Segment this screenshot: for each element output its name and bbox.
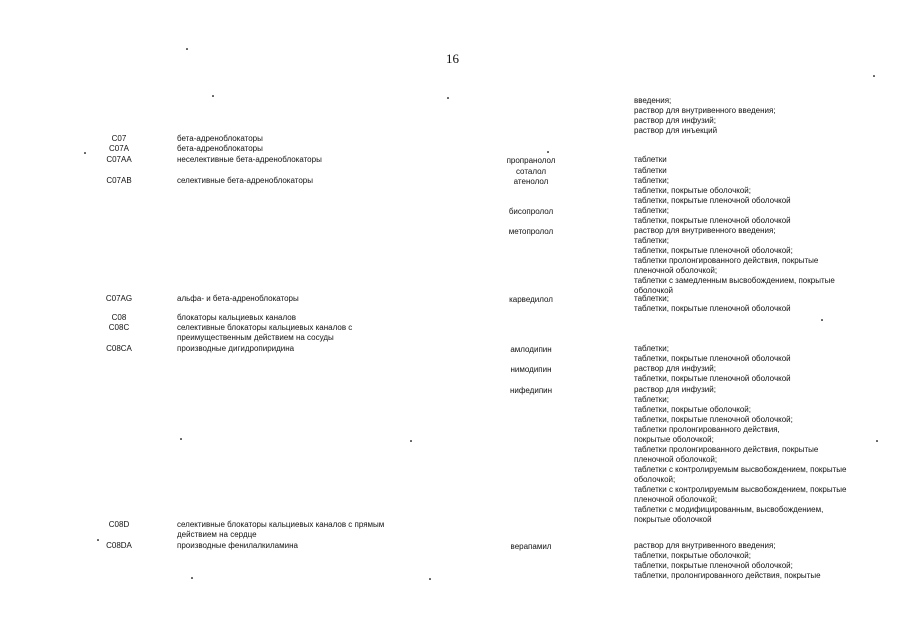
drug-name: амлодипин — [510, 345, 552, 354]
scan-speck — [180, 438, 182, 440]
dosage-form-line: пленочной оболочкой; — [634, 455, 718, 464]
dosage-form-line: таблетки; — [634, 236, 669, 245]
group-name-line: действием на сердце — [177, 530, 257, 539]
group-name-line: производные дигидропиридина — [177, 344, 295, 353]
atc-code: C07AG — [105, 294, 133, 303]
group-name-line: альфа- и бета-адреноблокаторы — [177, 294, 299, 303]
drug-name: карведилол — [509, 295, 553, 304]
dosage-form-line: оболочкой; — [634, 475, 676, 484]
scan-speck — [191, 577, 193, 579]
dosage-form-line: таблетки; — [634, 176, 669, 185]
atc-code: C08C — [108, 323, 130, 332]
group-name-line: селективные блокаторы кальциевых каналов с — [177, 323, 353, 332]
dosage-form-line: таблетки, покрытые пленочной оболочкой — [634, 304, 791, 313]
dosage-form-line: введения; — [634, 96, 672, 105]
drug-name: атенолол — [513, 177, 549, 186]
scan-speck — [97, 539, 99, 541]
dosage-form-line: таблетки, покрытые оболочкой; — [634, 186, 751, 195]
group-name-line: селективные блокаторы кальциевых каналов с прямым — [177, 520, 385, 529]
scan-speck — [447, 97, 449, 99]
dosage-form-line: оболочкой — [634, 286, 674, 295]
dosage-form-line: таблетки — [634, 155, 667, 164]
scan-speck — [429, 578, 431, 580]
dosage-form-line: таблетки, покрытые пленочной оболочкой — [634, 216, 791, 225]
dosage-form-line: таблетки, покрытые пленочной оболочкой; — [634, 561, 793, 570]
atc-code: C07AA — [106, 155, 132, 164]
dosage-form-line: раствор для инфузий; — [634, 385, 716, 394]
atc-code: C07AB — [106, 176, 132, 185]
atc-code: C08DA — [106, 541, 132, 550]
drug-name: бисопролол — [508, 207, 554, 216]
group-name-line: бета-адреноблокаторы — [177, 144, 263, 153]
dosage-form-line: таблетки пролонгированного действия, — [634, 425, 780, 434]
scan-speck — [821, 319, 823, 321]
drug-name: соталол — [515, 167, 547, 176]
atc-code: C08CA — [106, 344, 132, 353]
atc-code: C08 — [111, 313, 127, 322]
dosage-form-line: таблетки, покрытые оболочкой; — [634, 551, 751, 560]
dosage-form-line: таблетки с замедленным высвобождением, покрытые — [634, 276, 835, 285]
group-name-line: производные фенилалкиламина — [177, 541, 298, 550]
scan-speck — [547, 151, 549, 153]
dosage-form-line: таблетки, покрытые пленочной оболочкой; — [634, 415, 793, 424]
dosage-form-line: раствор для внутривенного введения; — [634, 226, 776, 235]
scan-speck — [410, 440, 412, 442]
scan-speck — [876, 440, 878, 442]
group-name-line: неселективные бета-адреноблокаторы — [177, 155, 322, 164]
drug-name: нимодипин — [510, 365, 552, 374]
drug-name: верапамил — [510, 542, 552, 551]
dosage-form-line: таблетки — [634, 166, 667, 175]
dosage-form-line: покрытые оболочкой; — [634, 435, 714, 444]
group-name-line: бета-адреноблокаторы — [177, 134, 263, 143]
dosage-form-line: пленочной оболочкой; — [634, 266, 718, 275]
atc-code: C07A — [108, 144, 129, 153]
dosage-form-line: таблетки, покрытые пленочной оболочкой — [634, 354, 791, 363]
dosage-form-line: таблетки, покрытые пленочной оболочкой; — [634, 246, 793, 255]
dosage-form-line: таблетки, пролонгированного действия, покрытые — [634, 571, 821, 580]
dosage-form-line: раствор для внутривенного введения; — [634, 541, 776, 550]
group-name-line: преимущественным действием на сосуды — [177, 333, 334, 342]
dosage-form-line: пленочной оболочкой; — [634, 495, 718, 504]
dosage-form-line: раствор для внутривенного введения; — [634, 106, 776, 115]
dosage-form-line: таблетки с контролируемым высвобождением, покрытые — [634, 465, 847, 474]
group-name-line: селективные бета-адреноблокаторы — [177, 176, 313, 185]
scan-speck — [84, 152, 86, 154]
dosage-form-line: таблетки, покрытые пленочной оболочкой — [634, 374, 791, 383]
scan-speck — [186, 48, 188, 50]
scan-speck — [212, 95, 214, 97]
dosage-form-line: таблетки, покрытые оболочкой; — [634, 405, 751, 414]
drug-name: метопролол — [508, 227, 554, 236]
dosage-form-line: таблетки, покрытые пленочной оболочкой — [634, 196, 791, 205]
drug-name: нифедипин — [509, 386, 553, 395]
drug-name: пропранолол — [506, 156, 556, 165]
dosage-form-line: таблетки пролонгированного действия, покрытые — [634, 256, 819, 265]
dosage-form-line: таблетки; — [634, 395, 669, 404]
dosage-form-line: таблетки; — [634, 206, 669, 215]
dosage-form-line: таблетки с контролируемым высвобождением, покрытые — [634, 485, 847, 494]
dosage-form-line: покрытые оболочкой — [634, 515, 712, 524]
dosage-form-line: раствор для инъекций — [634, 126, 718, 135]
group-name-line: блокаторы кальциевых каналов — [177, 313, 296, 322]
atc-code: C08D — [108, 520, 130, 529]
dosage-form-line: таблетки; — [634, 344, 669, 353]
dosage-form-line: таблетки; — [634, 294, 669, 303]
dosage-form-line: раствор для инфузий; — [634, 364, 716, 373]
dosage-form-line: таблетки пролонгированного действия, покрытые — [634, 445, 819, 454]
dosage-form-line: таблетки с модифицированным, высвобождением, — [634, 505, 824, 514]
page-number: 16 — [446, 51, 459, 66]
dosage-form-line: раствор для инфузий; — [634, 116, 716, 125]
atc-code: C07 — [111, 134, 127, 143]
scan-speck — [873, 75, 875, 77]
